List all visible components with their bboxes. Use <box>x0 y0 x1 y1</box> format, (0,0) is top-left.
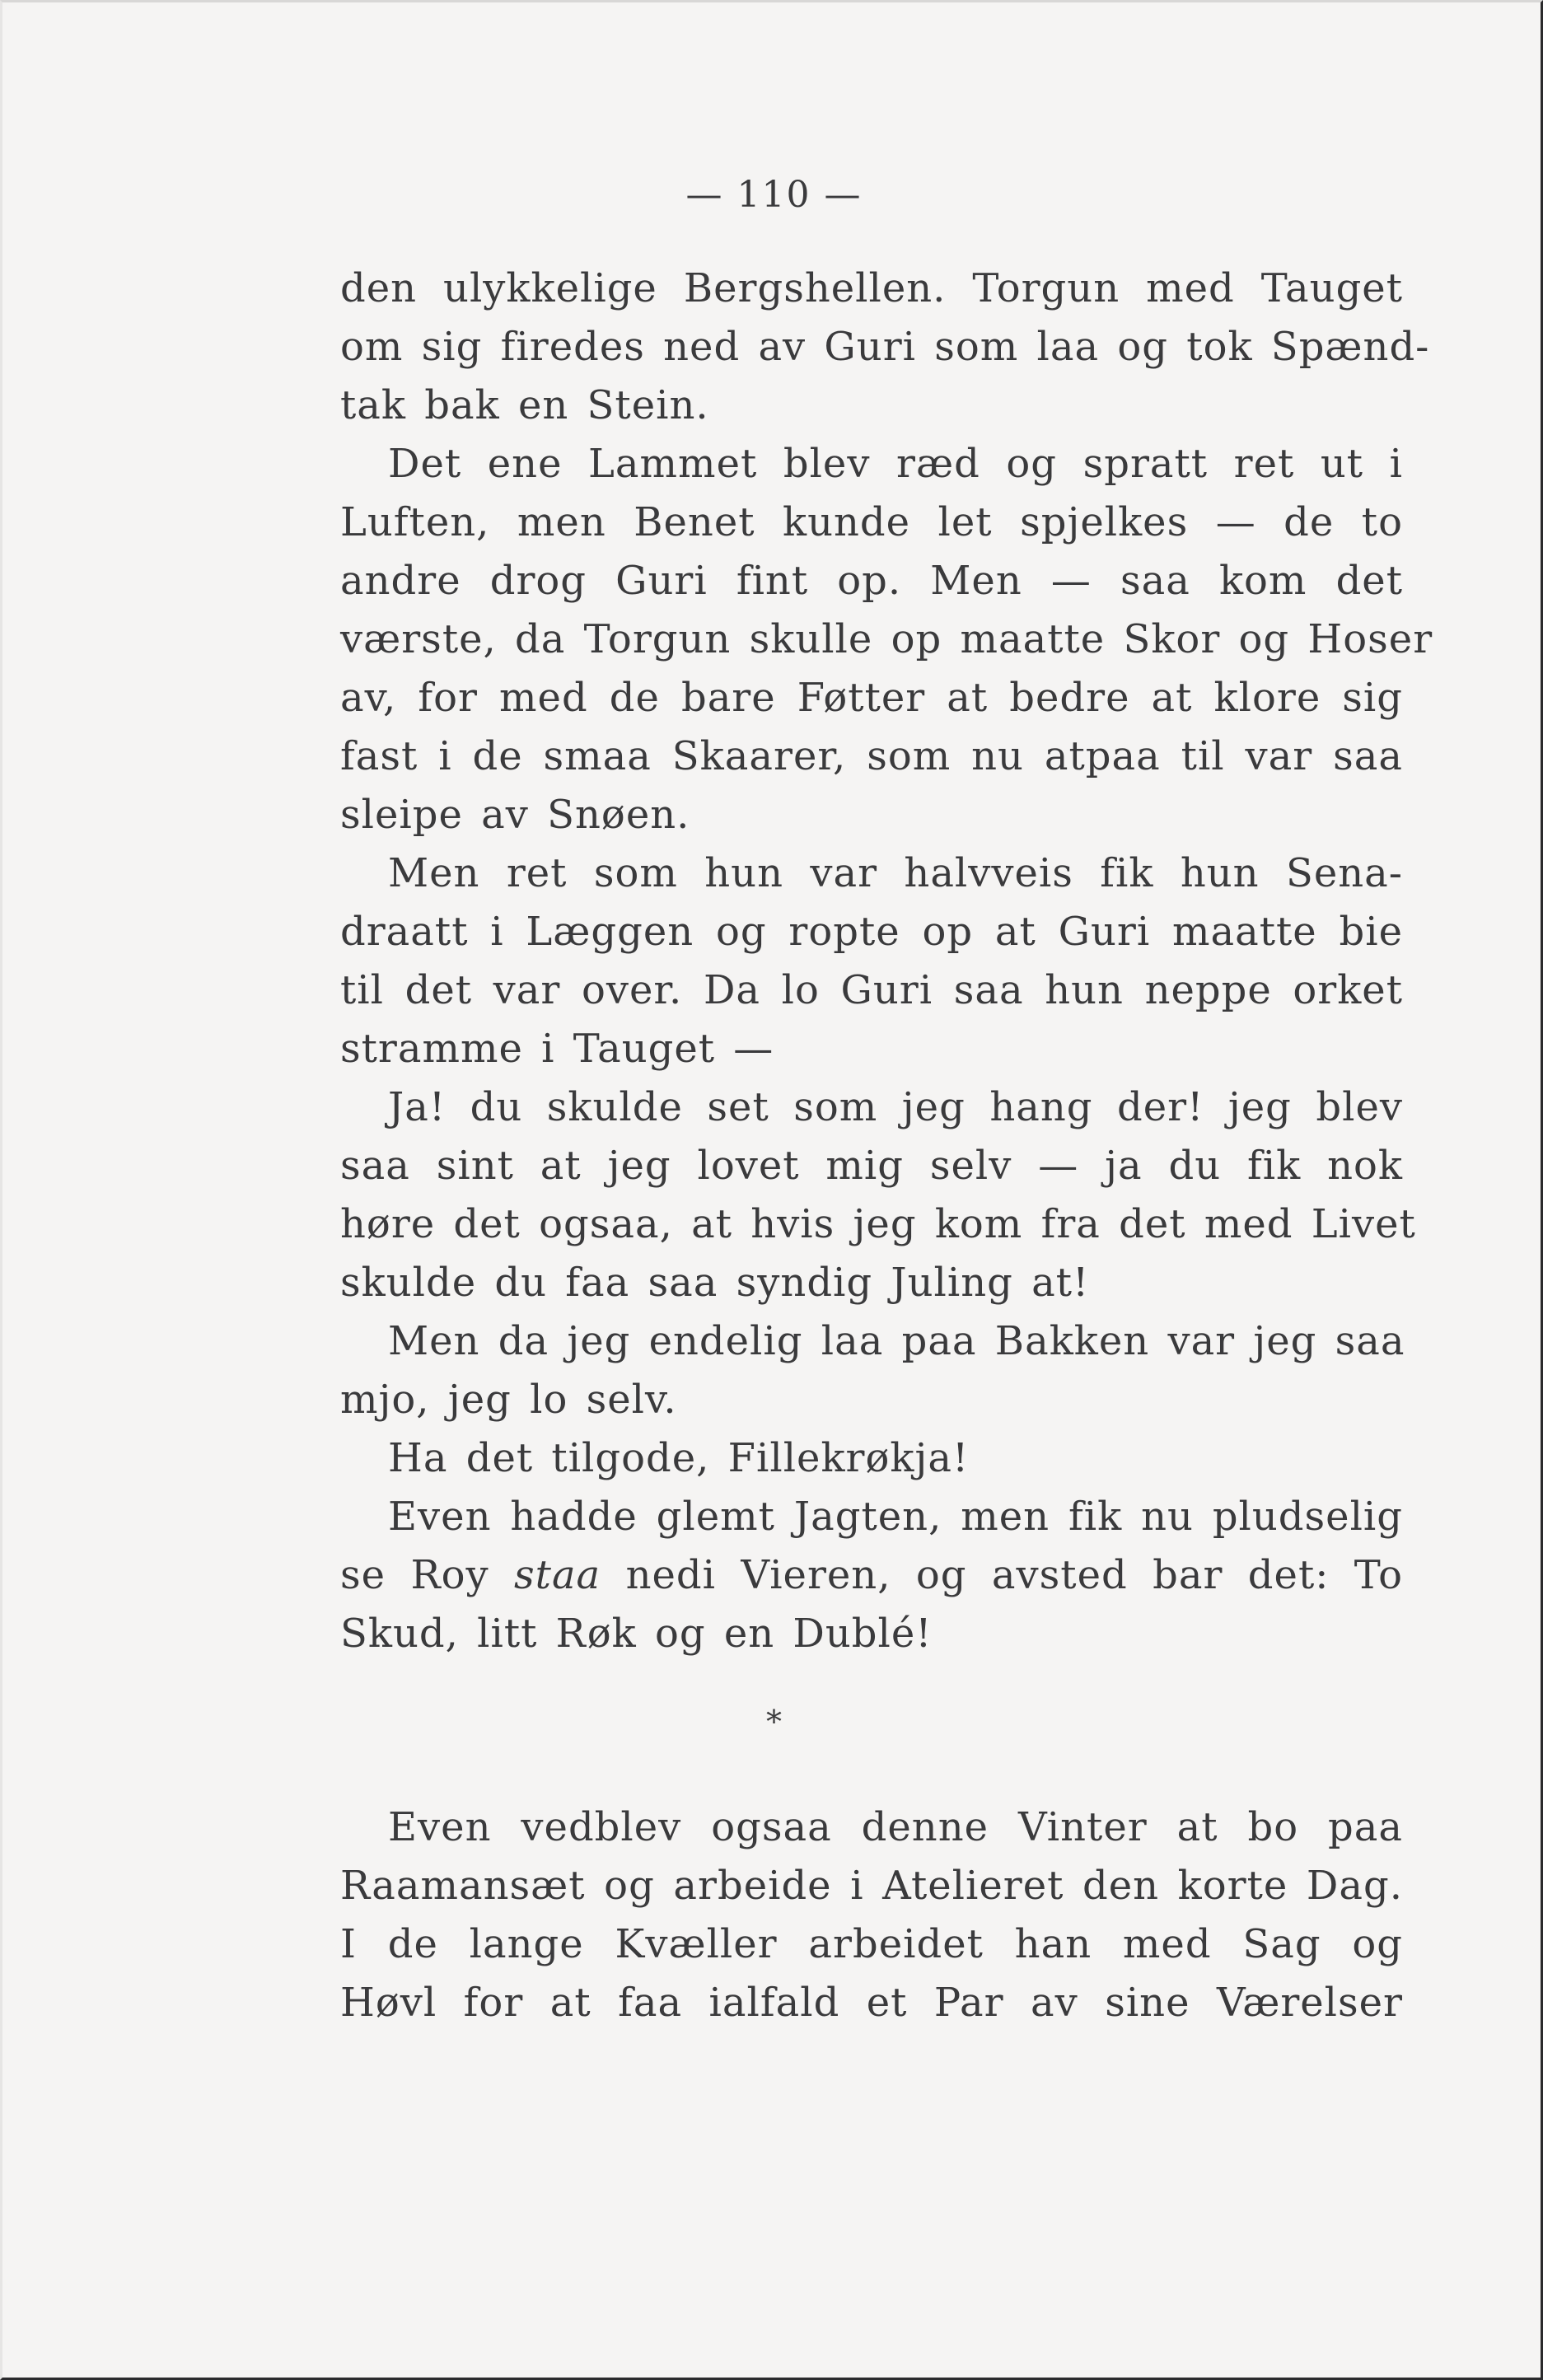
text-line: draatt i Læggen og ropte op at Guri maatte bie <box>340 909 1403 955</box>
text-line: av, for med de bare Føtter at bedre at klore sig <box>340 675 1403 721</box>
text-line: andre drog Guri fint op. Men — saa kom det <box>340 558 1403 604</box>
text-line: Luften, men Benet kunde let spjelkes — de to <box>340 499 1403 545</box>
text-line: tak bak en Stein. <box>340 382 709 428</box>
text-line: den ulykkelige Bergshellen. Torgun med Tauget <box>340 265 1403 311</box>
text-line: mjo, jeg lo selv. <box>340 1377 677 1423</box>
text-line: fast i de smaa Skaarer, som nu atpaa til var saa <box>340 733 1403 779</box>
text-line: Raamansæt og arbeide i Atelieret den korte Dag. <box>340 1863 1403 1909</box>
text-line: høre det ogsaa, at hvis jeg kom fra det med Livet <box>340 1201 1416 1247</box>
text-line: Høvl for at faa ialfald et Par av sine Værelser <box>340 1980 1403 2026</box>
text-segment: se Roy <box>340 1552 489 1598</box>
text-line: Even hadde glemt Jagten, men fik nu pludselig <box>388 1494 1403 1540</box>
text-line: saa sint at jeg lovet mig selv — ja du fik nok <box>340 1143 1403 1189</box>
text-line: Skud, litt Røk og en Dublé! <box>340 1611 933 1657</box>
body-text-lower <box>340 1798 1403 2032</box>
text-line: stramme i Tauget — <box>340 1026 774 1072</box>
text-line: Ja! du skulde set som jeg hang der! jeg blev <box>388 1084 1403 1130</box>
text-line: til det var over. Da lo Guri saa hun neppe orket <box>340 967 1403 1013</box>
text-line: sleipe av Snøen. <box>340 792 690 838</box>
text-line: Even vedblev ogsaa denne Vinter at bo paa <box>388 1804 1403 1850</box>
text-line: I de lange Kvæller arbeidet han med Sag og <box>340 1921 1403 1967</box>
text-line: skulde du faa saa syndig Juling at! <box>340 1260 1090 1306</box>
text-line: Ha det tilgode, Fillekrøkja! <box>388 1435 970 1481</box>
text-line: om sig firedes ned av Guri som laa og tok Spænd- <box>340 324 1430 370</box>
text-line: Men ret som hun var halvveis fik hun Sena- <box>388 850 1403 896</box>
section-break-asterisk: * <box>766 1704 782 1740</box>
body-text-upper <box>340 260 1433 1663</box>
text-line: Det ene Lammet blev ræd og spratt ret ut i <box>388 441 1403 487</box>
page-number: — 110 — <box>685 174 863 216</box>
italic-word: staa <box>514 1552 601 1598</box>
text-line: Men da jeg endelig laa paa Bakken var jeg saa <box>388 1318 1405 1364</box>
text-segment: nedi Vieren, og avsted bar det: To <box>625 1552 1403 1598</box>
text-line-with-italic <box>340 1546 1403 1605</box>
text-line: værste, da Torgun skulle op maatte Skor og Hoser <box>340 616 1433 662</box>
